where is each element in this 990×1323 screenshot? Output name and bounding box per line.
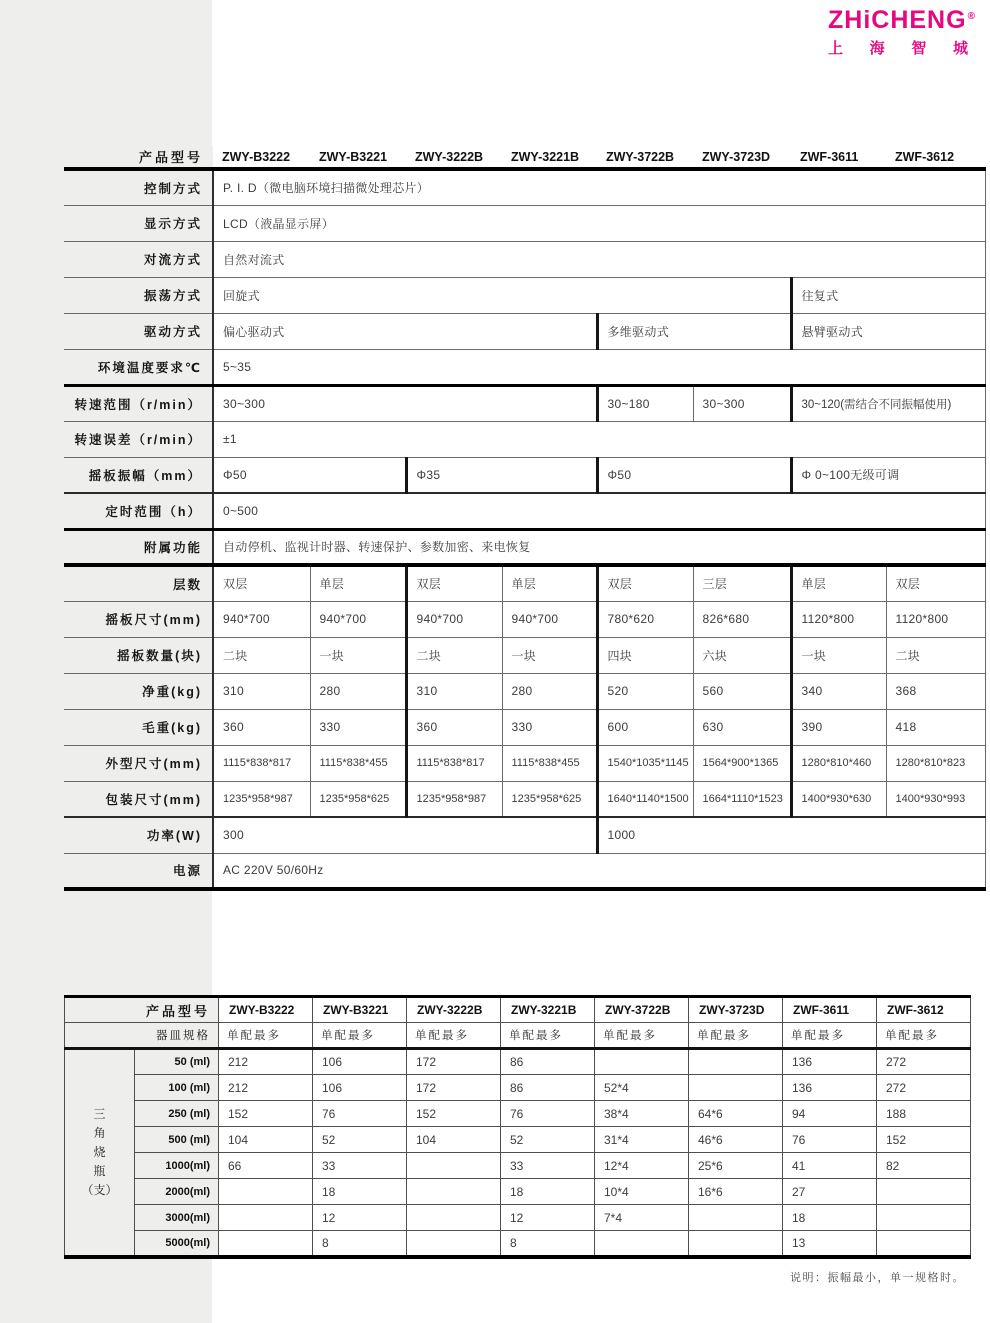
brand-subtitle-char: 上 (828, 40, 844, 57)
flask-count-cell: 52 (501, 1127, 595, 1153)
flask-count-cell: 31*4 (595, 1127, 689, 1153)
flask-size-label: 1000(ml) (135, 1153, 219, 1179)
brand-subtitle-char: 智 (911, 40, 927, 57)
spec-cell: 1540*1035*1145 (597, 745, 693, 781)
spec-row-label: 环境温度要求℃ (64, 349, 213, 385)
spec-row (64, 709, 985, 745)
spec-cell: 一块 (310, 637, 406, 673)
flask-count-cell (689, 1075, 783, 1101)
spec-row (64, 853, 985, 889)
spec-cell: 双层 (886, 565, 985, 601)
spec-row-label: 驱动方式 (64, 313, 213, 349)
spec-cell: Φ50 (213, 457, 406, 493)
spec-row (64, 529, 985, 565)
flask-count-cell: 46*6 (689, 1127, 783, 1153)
flask-count-cell (877, 1231, 971, 1257)
spec-cell: 二块 (406, 637, 502, 673)
spec-row (64, 385, 985, 421)
spec-cell: 1000 (597, 817, 985, 853)
flask-count-cell: 38*4 (595, 1101, 689, 1127)
flask-count-cell (689, 1049, 783, 1075)
spec-cell: 悬臂驱动式 (791, 313, 985, 349)
flask-count-cell: 82 (877, 1153, 971, 1179)
spec-cell: 280 (310, 673, 406, 709)
model-header-cell: ZWF-3612 (886, 146, 985, 169)
per-model-max-cell: 单配最多 (501, 1023, 595, 1049)
flask-count-cell (595, 1231, 689, 1257)
spec-cell: 1235*958*625 (502, 781, 597, 817)
flask-count-cell: 33 (501, 1153, 595, 1179)
spec-cell: 单层 (310, 565, 406, 601)
spec-cell: 310 (406, 673, 502, 709)
model-header-cell: ZWY-B3221 (310, 146, 406, 169)
spec-cell: 940*700 (502, 601, 597, 637)
spec-cell: 1400*930*993 (886, 781, 985, 817)
per-model-max-cell: 单配最多 (219, 1023, 313, 1049)
spec-cell: 940*700 (406, 601, 502, 637)
flask-count-cell: 8 (501, 1231, 595, 1257)
flask-count-cell: 212 (219, 1049, 313, 1075)
spec-cell: 1280*810*460 (791, 745, 886, 781)
flask-count-cell: 12 (313, 1205, 407, 1231)
spec-cell: 双层 (213, 565, 310, 601)
spec-cell: 1115*838*817 (213, 745, 310, 781)
spec-cell: 自动停机、监视计时器、转速保护、参数加密、来电恢复 (213, 529, 985, 565)
flask-size-label: 500 (ml) (135, 1127, 219, 1153)
spec-row (64, 241, 985, 277)
spec-row (64, 457, 985, 493)
spec-cell: P. I. D（微电脑环境扫描微处理芯片） (213, 169, 985, 205)
spec-cell: 六块 (693, 637, 791, 673)
spec-cell: 1115*838*817 (406, 745, 502, 781)
flask-type-text: 三 角 烧 瓶 （支） (81, 1107, 118, 1198)
spec-row-label: 净重(kg) (64, 673, 213, 709)
spec-cell: 340 (791, 673, 886, 709)
spec-cell: 30~120(需结合不同振幅使用) (791, 385, 985, 421)
spec-row-label: 摇板数量(块) (64, 637, 213, 673)
per-model-max-cell: 单配最多 (783, 1023, 877, 1049)
spec-row (64, 565, 985, 601)
flask-count-cell: 18 (501, 1179, 595, 1205)
flask-count-cell: 12*4 (595, 1153, 689, 1179)
spec-row-label: 对流方式 (64, 241, 213, 277)
flask-count-cell: 212 (219, 1075, 313, 1101)
brand-subtitle-char: 海 (869, 40, 885, 57)
flask-count-cell: 66 (219, 1153, 313, 1179)
spec-row-label: 振荡方式 (64, 277, 213, 313)
spec-cell: 330 (310, 709, 406, 745)
spec-row (64, 673, 985, 709)
flask-count-cell: 16*6 (689, 1179, 783, 1205)
spec-header-label: 产品型号 (64, 146, 213, 169)
flask-count-cell: 18 (313, 1179, 407, 1205)
spec-cell: Φ50 (597, 457, 791, 493)
spec-row-label: 控制方式 (64, 169, 213, 205)
flask-size-label: 2000(ml) (135, 1179, 219, 1205)
spec-table-header-row (64, 146, 985, 169)
per-model-max-cell: 单配最多 (689, 1023, 783, 1049)
flask-count-cell (689, 1231, 783, 1257)
spec-row (64, 349, 985, 385)
spec-cell: 368 (886, 673, 985, 709)
flask-count-cell (407, 1153, 501, 1179)
spec-row-label: 包装尺寸(mm) (64, 781, 213, 817)
flask-count-cell: 41 (783, 1153, 877, 1179)
spec-cell: 5~35 (213, 349, 985, 385)
spec-cell: 330 (502, 709, 597, 745)
flask-count-cell: 104 (219, 1127, 313, 1153)
footnote: 说明：振幅最小，单一规格时。 (790, 1272, 965, 1284)
spec-cell: 0~500 (213, 493, 985, 529)
spec-cell: 二块 (886, 637, 985, 673)
flask-count-cell: 76 (783, 1127, 877, 1153)
spec-row-label: 功率(W) (64, 817, 213, 853)
flask-count-cell: 136 (783, 1049, 877, 1075)
spec-cell: 826*680 (693, 601, 791, 637)
flask-count-cell: 86 (501, 1049, 595, 1075)
spec-cell: 往复式 (791, 277, 985, 313)
flask-count-cell: 86 (501, 1075, 595, 1101)
spec-cell: 双层 (597, 565, 693, 601)
model-header-cell: ZWY-3222B (407, 997, 501, 1023)
spec-row (64, 493, 985, 529)
spec-cell: 双层 (406, 565, 502, 601)
spec-cell: 自然对流式 (213, 241, 985, 277)
flask-count-cell: 104 (407, 1127, 501, 1153)
flask-count-cell: 272 (877, 1049, 971, 1075)
spec-cell: 1115*838*455 (502, 745, 597, 781)
spec-cell: 30~300 (213, 385, 597, 421)
spec-cell: 1120*800 (886, 601, 985, 637)
spec-cell: 多维驱动式 (597, 313, 791, 349)
flask-size-label: 100 (ml) (135, 1075, 219, 1101)
flask-count-cell: 27 (783, 1179, 877, 1205)
model-header-cell: ZWY-B3222 (219, 997, 313, 1023)
flask-count-cell: 12 (501, 1205, 595, 1231)
spec-cell: 1640*1140*1500 (597, 781, 693, 817)
spec-row-label: 定时范围（h） (64, 493, 213, 529)
spec-row-label: 外型尺寸(mm) (64, 745, 213, 781)
flask-count-cell (407, 1231, 501, 1257)
spec-cell: 310 (213, 673, 310, 709)
spec-row-label: 附属功能 (64, 529, 213, 565)
spec-row (64, 601, 985, 637)
spec-row-label: 转速范围（r/min） (64, 385, 213, 421)
spec-cell: 630 (693, 709, 791, 745)
spec-row-label: 摇板尺寸(mm) (64, 601, 213, 637)
flask-capacity-table (64, 995, 971, 1259)
flask-row (65, 1153, 971, 1179)
spec-cell: 1564*900*1365 (693, 745, 791, 781)
brand-subtitle-char: 城 (952, 40, 968, 57)
spec-cell: 600 (597, 709, 693, 745)
per-model-max-cell: 单配最多 (595, 1023, 689, 1049)
flask-type-vertical-label (65, 1049, 135, 1257)
spec-row-label: 电源 (64, 853, 213, 889)
spec-cell: 560 (693, 673, 791, 709)
per-model-max-cell: 单配最多 (877, 1023, 971, 1049)
brand-subtitle (828, 37, 968, 58)
flask-count-cell: 136 (783, 1075, 877, 1101)
flask-count-cell: 106 (313, 1075, 407, 1101)
flask-row (65, 1231, 971, 1257)
spec-row (64, 637, 985, 673)
spec-cell: 1115*838*455 (310, 745, 406, 781)
flask-count-cell (877, 1179, 971, 1205)
flask-count-cell (219, 1231, 313, 1257)
spec-cell: 一块 (791, 637, 886, 673)
flask-count-cell: 64*6 (689, 1101, 783, 1127)
model-header-cell: ZWY-3722B (595, 997, 689, 1023)
spec-cell: 1120*800 (791, 601, 886, 637)
flask-header-label: 产品型号 (65, 997, 219, 1023)
flask-count-cell: 8 (313, 1231, 407, 1257)
flask-row (65, 1049, 971, 1075)
spec-cell: 360 (213, 709, 310, 745)
spec-cell: 418 (886, 709, 985, 745)
brand-logo (828, 8, 976, 58)
flask-count-cell (407, 1205, 501, 1231)
spec-cell: 520 (597, 673, 693, 709)
spec-cell: 四块 (597, 637, 693, 673)
spec-cell: 1664*1110*1523 (693, 781, 791, 817)
flask-count-cell: 25*6 (689, 1153, 783, 1179)
flask-size-label: 5000(ml) (135, 1231, 219, 1257)
spec-cell: 回旋式 (213, 277, 791, 313)
spec-cell: 1280*810*823 (886, 745, 985, 781)
flask-row (65, 1179, 971, 1205)
model-header-cell: ZWY-3722B (597, 146, 693, 169)
flask-row (65, 1205, 971, 1231)
spec-row (64, 781, 985, 817)
registered-trademark-icon: ® (967, 10, 976, 22)
spec-cell: AC 220V 50/60Hz (213, 853, 985, 889)
spec-cell: 1400*930*630 (791, 781, 886, 817)
flask-table-header-row (65, 997, 971, 1023)
spec-row (64, 745, 985, 781)
spec-format-label: 器皿规格 (65, 1023, 219, 1049)
flask-count-cell: 188 (877, 1101, 971, 1127)
spec-cell: 780*620 (597, 601, 693, 637)
spec-cell: ±1 (213, 421, 985, 457)
spec-cell: 1235*958*625 (310, 781, 406, 817)
spec-cell: 940*700 (213, 601, 310, 637)
spec-cell: 360 (406, 709, 502, 745)
flask-table-spec-row (65, 1023, 971, 1049)
spec-cell: 单层 (791, 565, 886, 601)
spec-cell: 280 (502, 673, 597, 709)
flask-count-cell: 94 (783, 1101, 877, 1127)
spec-row-label: 显示方式 (64, 205, 213, 241)
per-model-max-cell: 单配最多 (407, 1023, 501, 1049)
spec-cell: 三层 (693, 565, 791, 601)
spec-row (64, 205, 985, 241)
model-header-cell: ZWY-3723D (693, 146, 791, 169)
spec-cell: 1235*958*987 (406, 781, 502, 817)
model-header-cell: ZWF-3611 (783, 997, 877, 1023)
brand-text: ZHiCHENG (828, 6, 967, 34)
model-header-cell: ZWY-3221B (501, 997, 595, 1023)
flask-count-cell: 172 (407, 1075, 501, 1101)
flask-count-cell: 106 (313, 1049, 407, 1075)
flask-row (65, 1127, 971, 1153)
spec-cell: 偏心驱动式 (213, 313, 597, 349)
spec-row-label: 摇板振幅（mm） (64, 457, 213, 493)
flask-count-cell: 172 (407, 1049, 501, 1075)
flask-count-cell (877, 1205, 971, 1231)
model-header-cell: ZWY-3221B (502, 146, 597, 169)
flask-count-cell: 52*4 (595, 1075, 689, 1101)
spec-row-label: 层数 (64, 565, 213, 601)
spec-cell: Φ 0~100无级可调 (791, 457, 985, 493)
flask-count-cell: 272 (877, 1075, 971, 1101)
spec-row (64, 421, 985, 457)
spec-cell: Φ35 (406, 457, 597, 493)
model-header-cell: ZWY-3222B (406, 146, 502, 169)
flask-count-cell: 10*4 (595, 1179, 689, 1205)
flask-count-cell (219, 1179, 313, 1205)
spec-cell: 1235*958*987 (213, 781, 310, 817)
spec-row-label: 毛重(kg) (64, 709, 213, 745)
flask-size-label: 50 (ml) (135, 1049, 219, 1075)
spec-cell: 30~180 (597, 385, 693, 421)
flask-count-cell: 152 (407, 1101, 501, 1127)
flask-count-cell: 52 (313, 1127, 407, 1153)
model-header-cell: ZWF-3612 (877, 997, 971, 1023)
brand-name (828, 8, 976, 33)
flask-count-cell (595, 1049, 689, 1075)
spec-cell: 390 (791, 709, 886, 745)
spec-row (64, 817, 985, 853)
flask-count-cell (407, 1179, 501, 1205)
spec-cell: LCD（液晶显示屏） (213, 205, 985, 241)
spec-row (64, 313, 985, 349)
spec-row-label: 转速误差（r/min） (64, 421, 213, 457)
spec-cell: 一块 (502, 637, 597, 673)
flask-row (65, 1075, 971, 1101)
flask-count-cell: 76 (501, 1101, 595, 1127)
flask-count-cell (689, 1205, 783, 1231)
spec-cell: 300 (213, 817, 597, 853)
spec-cell: 30~300 (693, 385, 791, 421)
flask-size-label: 3000(ml) (135, 1205, 219, 1231)
flask-row (65, 1101, 971, 1127)
model-header-cell: ZWY-B3222 (213, 146, 310, 169)
flask-count-cell: 152 (219, 1101, 313, 1127)
model-header-cell: ZWY-3723D (689, 997, 783, 1023)
model-header-cell: ZWY-B3221 (313, 997, 407, 1023)
spec-cell: 单层 (502, 565, 597, 601)
model-header-cell: ZWF-3611 (791, 146, 886, 169)
flask-count-cell: 13 (783, 1231, 877, 1257)
flask-count-cell: 18 (783, 1205, 877, 1231)
spec-row (64, 277, 985, 313)
per-model-max-cell: 单配最多 (313, 1023, 407, 1049)
flask-count-cell: 76 (313, 1101, 407, 1127)
spec-cell: 二块 (213, 637, 310, 673)
spec-table (64, 146, 986, 891)
spec-row (64, 169, 985, 205)
flask-size-label: 250 (ml) (135, 1101, 219, 1127)
flask-count-cell (219, 1205, 313, 1231)
spec-cell: 940*700 (310, 601, 406, 637)
flask-count-cell: 152 (877, 1127, 971, 1153)
flask-count-cell: 7*4 (595, 1205, 689, 1231)
flask-count-cell: 33 (313, 1153, 407, 1179)
